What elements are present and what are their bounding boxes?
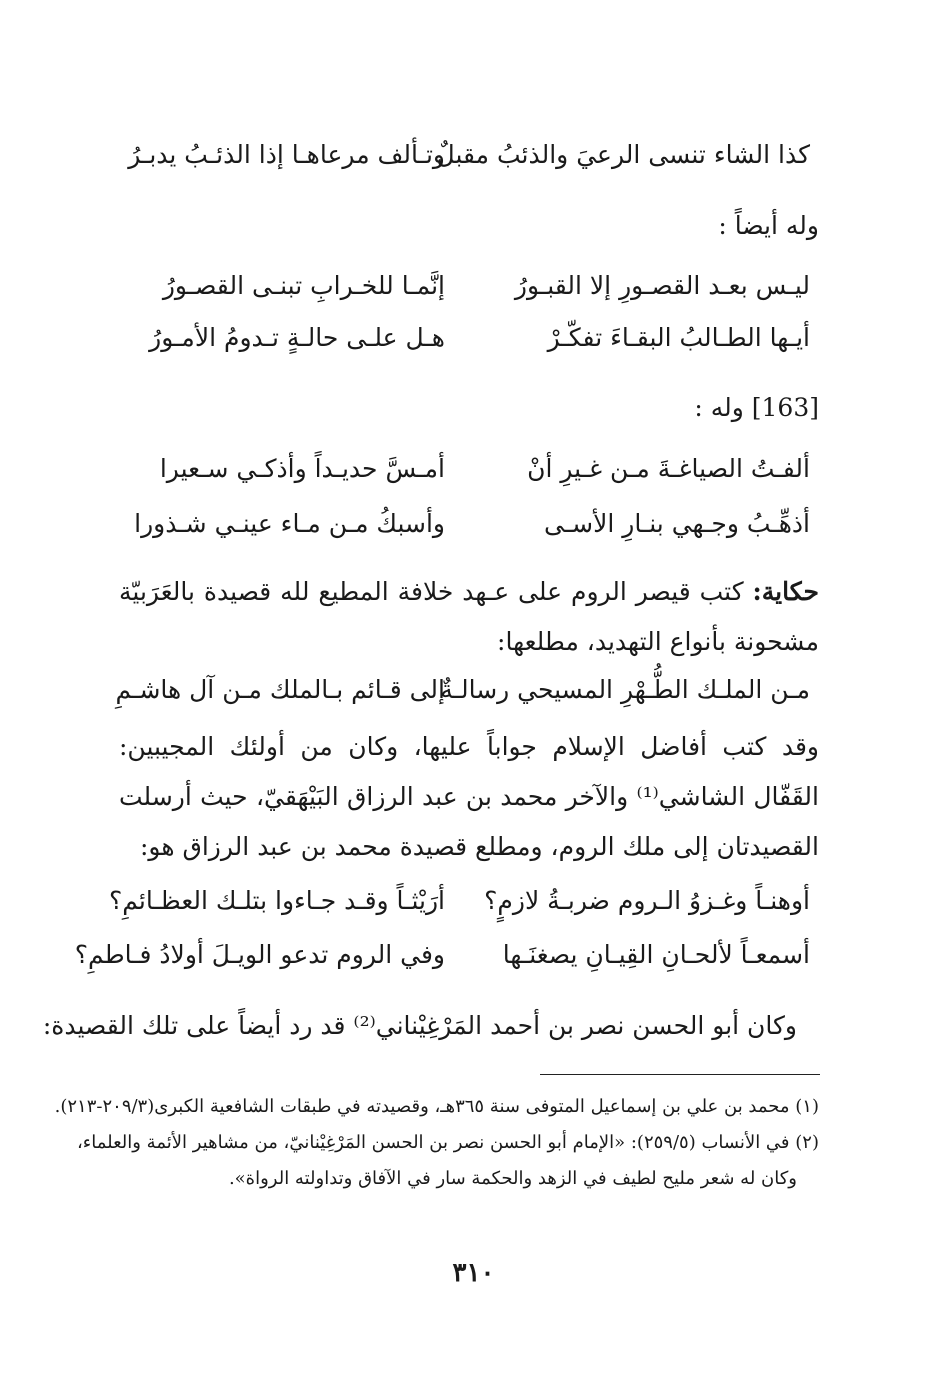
verse-second-hemistich: هـل علـى حالـةٍ تـدومُ الأمـورُ <box>149 323 445 352</box>
verse-line <box>120 262 810 310</box>
verse-second-hemistich: أرَيْثـاً وقـد جـاءوا بتلـك العظـائمِ؟ <box>109 886 445 915</box>
verse-first-hemistich: ألفـتُ الصياغـةَ مـن غـيرِ أنْ <box>527 454 810 483</box>
story-label: حكاية: <box>752 577 819 606</box>
verse-second-hemistich: أمـسَّ حديـداً وأذكـي سـعيرا <box>159 454 445 483</box>
verse-second-hemistich: وأسبكُ مـن مـاء عينـي شـذورا <box>134 509 445 538</box>
footnote-divider <box>540 1074 820 1075</box>
section-label: [163] وله : <box>694 393 819 422</box>
verse-line <box>74 931 810 979</box>
verse-line <box>115 666 810 714</box>
verse-first-hemistich: ليـس بعـد القصـورِ إلا القبـورُ <box>514 271 810 300</box>
section-label: وله أيضاً : <box>718 211 819 240</box>
verse-first-hemistich: أسمعـاً لألحـانِ القِيـانِ يصغنَـها <box>502 940 810 969</box>
verse-first-hemistich: كذا الشاء تنسى الرعيَ والذئبُ مقبلٌ <box>436 140 810 169</box>
footnote: (١) محمد بن علي بن إسماعيل المتوفى سنة ٣٦٥هـ، وقصيدته في طبقات الشافعية الكبرى(٢٠٩/٣-٢١٣). <box>54 1096 819 1117</box>
verse-second-hemistich: إلى قـائم بـالملك مـن آل هاشـمِ <box>115 675 445 704</box>
verse-line <box>120 314 810 362</box>
verse-line <box>120 445 810 493</box>
footnote-continuation: وكان له شعر مليح لطيف في الزهد والحكمة سار في الآفاق وتداولته الرواة». <box>228 1168 797 1189</box>
verse-second-hemistich: إنَّمـا للخـرابِ تبنـى القصـورُ <box>162 271 445 300</box>
verse-line <box>109 877 810 925</box>
verse-second-hemistich: وتـألف مرعاهـا إذا الذئـبُ يدبـرُ <box>128 140 445 169</box>
verse-first-hemistich: أيـها الطـالبُ البقـاءَ تفكّـرْ <box>547 323 810 352</box>
story-text: كتب قيصر الروم على عـهد خلافة المطيع لله قصيدة بالعَرَبيّة مشحونة بأنواع التهديد، مطلعها: <box>119 577 819 656</box>
verse-first-hemistich: أذهِّـبُ وجـهي بنـارِ الأسـى <box>543 509 810 538</box>
verse-line <box>120 500 810 548</box>
story-paragraph <box>119 567 819 667</box>
page-number: ٣١٠ <box>452 1258 495 1288</box>
body-paragraph: وكان أبو الحسن نصر بن أحمد المَرْغِيْناني⁽²⁾ قد رد أيضاً على تلك القصيدة: <box>42 1011 797 1040</box>
verse-first-hemistich: مـن الملـك الطُّـهْرِ المسيحي رسالـةٌ <box>440 675 810 704</box>
verse-second-hemistich: وفي الروم تدعو الويـلَ أولادُ فـاطمِ؟ <box>74 940 445 969</box>
body-paragraph: وقد كتب أفاضل الإسلام جواباً عليها، وكان من أولئك المجيبين: القَفّال الشاشي⁽¹⁾ والآخر محمد بن عبد الرزاق البَيْهَقيّ، حيث أرسلت القصيدتان إلى ملك الروم، ومطلع قصيدة محمد بن عبد الرزاق هو: <box>119 732 819 861</box>
verse-line <box>120 131 810 179</box>
footnote: (٢) في الأنساب (٢٥٩/٥): «الإمام أبو الحسن نصر بن الحسن المَرْغِيْنانيّ، من مشاهير الأئمة والعلماء، <box>76 1132 819 1153</box>
verse-first-hemistich: أوهنـاً وغـزوُ الـروم ضربـةُ لازمٍ؟ <box>484 886 810 915</box>
